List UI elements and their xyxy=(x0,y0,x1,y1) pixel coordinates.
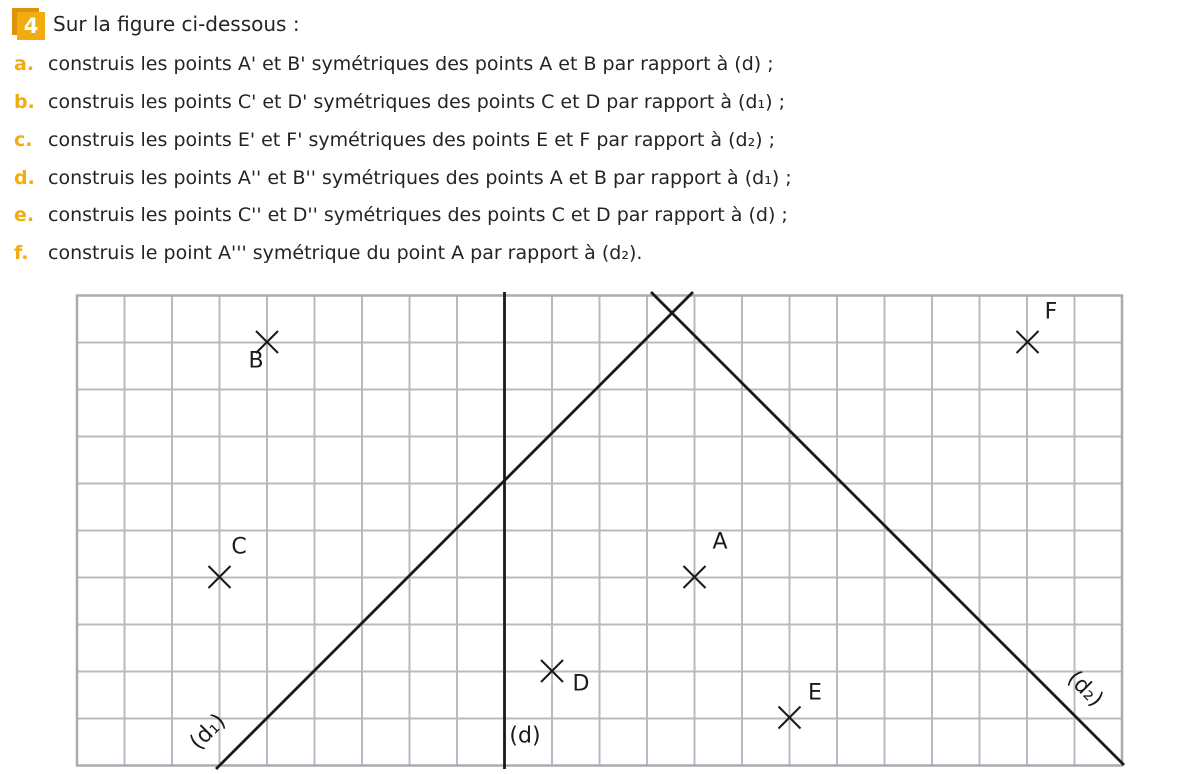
instruction-a-letter: a. xyxy=(14,53,35,75)
instruction-c-text: construis les points E' et F' symétriques des points E et F par rapport à (d₂) ; xyxy=(48,129,776,151)
instruction-b-text: construis les points C' et D' symétriques des points C et D par rapport à (d₁) ; xyxy=(48,91,785,113)
instruction-e-text: construis les points C'' et D'' symétriques des points C et D par rapport à (d) ; xyxy=(48,204,788,226)
instruction-b-letter: b. xyxy=(14,91,35,113)
instruction-f-text: construis le point A''' symétrique du point A par rapport à (d₂). xyxy=(48,242,643,264)
point-E-label: E xyxy=(808,680,822,706)
exercise-number: 4 xyxy=(17,12,45,40)
point-D-label: D xyxy=(572,671,590,697)
point-F-label: F xyxy=(1044,299,1058,325)
instruction-a-text: construis les points A' et B' symétriques des points A et B par rapport à (d) ; xyxy=(48,53,774,75)
instruction-e-letter: e. xyxy=(14,204,35,226)
line-d2 xyxy=(651,292,1124,765)
instruction-f-letter: f. xyxy=(14,242,29,264)
point-B-label: B xyxy=(248,348,264,374)
point-A-label: A xyxy=(712,529,728,555)
instruction-d-text: construis les points A'' et B'' symétriques des points A et B par rapport à (d₁) ; xyxy=(48,167,792,189)
line-d-label: (d) xyxy=(509,723,541,749)
line-d1-label: (d₁) xyxy=(185,709,231,755)
instruction-c-letter: c. xyxy=(14,129,33,151)
grid xyxy=(77,296,1122,766)
exercise-title: Sur la figure ci-dessous : xyxy=(53,12,300,36)
point-C-label: C xyxy=(231,534,247,560)
instruction-d-letter: d. xyxy=(14,167,35,189)
line-d2-label: (d₂) xyxy=(1062,666,1108,712)
